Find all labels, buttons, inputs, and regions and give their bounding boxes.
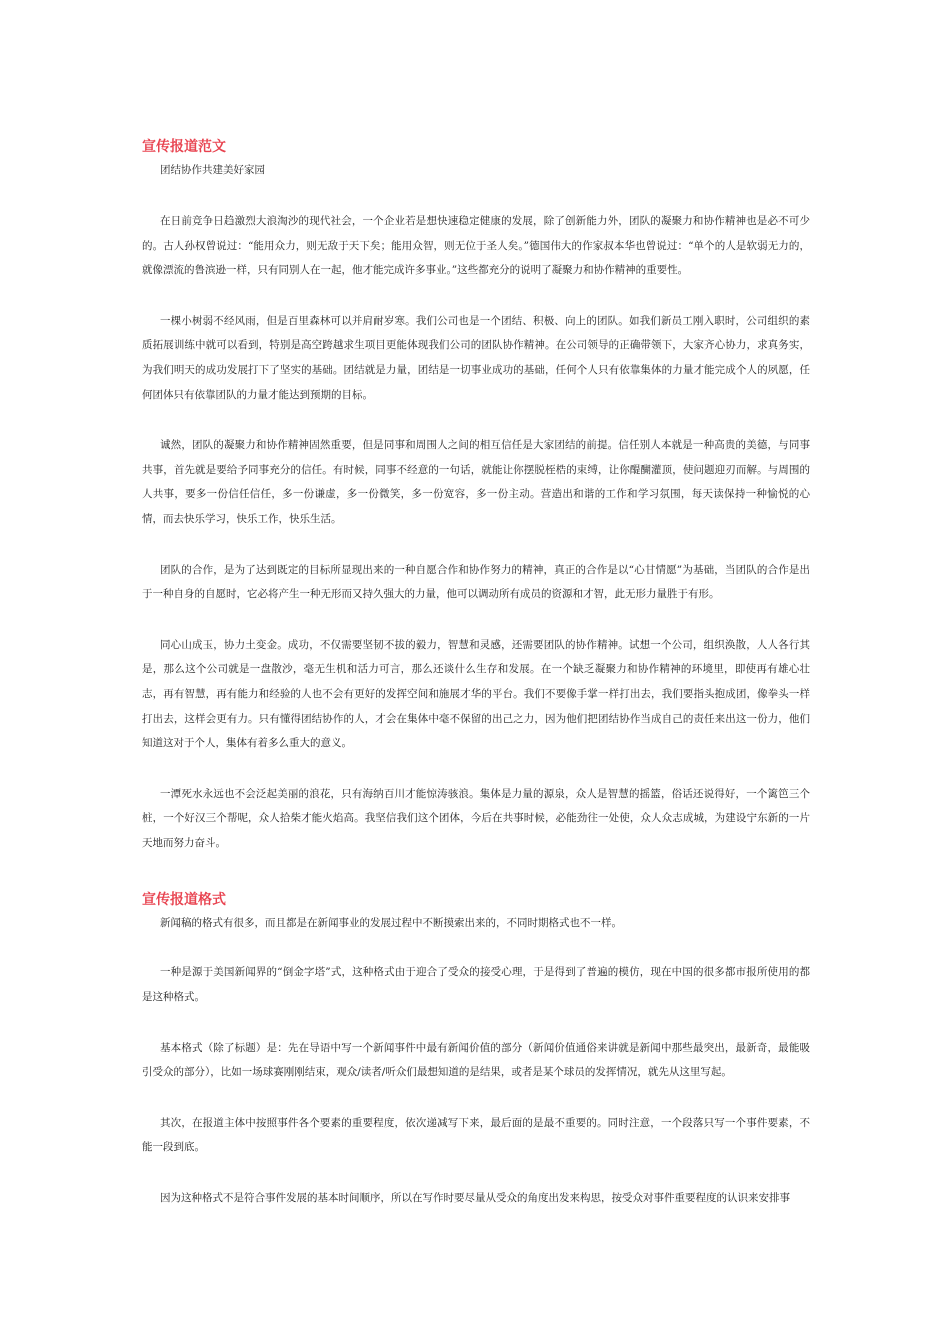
article-subtitle: 团结协作共建美好家园 [160,164,265,176]
document-page [142,136,810,1211]
paragraph: 在日前竞争日趋激烈大浪淘沙的现代社会，一个企业若是想快速稳定健康的发展，除了创新能力外，团队的凝聚力和协作精神也是必不可少的。古人孙权曾说过：“能用众力，则无敌于天下矣；能用众智，则无位于圣人矣。”德国伟大的作家叔本华也曾说过：“单个的人是软弱无力的，就像漂流的鲁滨逊一样，只有同别人在一起，他才能完成许多事业。”这些都充分的说明了凝聚力和协作精神的重要性。 [142,215,810,277]
paragraph: 一棵小树弱不经风雨，但是百里森林可以并肩耐岁寒。我们公司也是一个团结、积极、向上的团队。如我们新员工刚入职时，公司组织的素质拓展训练中就可以看到，特别是高空跨越求生项目更能体现我们公司的团队协作精神。在公司领导的正确带领下，大家齐心协力，求真务实，为我们明天的成功发展打下了坚实的基础。团结就是力量，团结是一切事业成功的基础，任何个人只有依靠集体的力量才能完成个人的夙愿，任何团体只有依靠团队的力量才能达到预期的目标。 [142,314,810,401]
section-intro: 新闻稿的格式有很多，而且都是在新闻事业的发展过程中不断摸索出来的，不同时期格式也不一样。 [160,917,622,930]
paragraph: 因为这种格式不是符合事件发展的基本时间顺序，所以在写作时要尽量从受众的角度出发来构思，按受众对事件重要程度的认识来安排事 [160,1192,790,1205]
section-heading-sample: 宣传报道范文 [142,139,226,155]
paragraph: 诚然，团队的凝聚力和协作精神固然重要，但是同事和周围人之间的相互信任是大家团结的前提。信任别人本就是一种高贵的美德，与同事共事，首先就是要给予同事充分的信任。有时候，同事不经意的一句话，就能让你摆脱桎梏的束缚，让你醍醐灌顶，使问题迎刃而解。与周围的人共事，要多一份信任信任，多一份谦虚，多一份微笑，多一份宽容，多一份主动。营造出和谐的工作和学习氛围，每天读保持一种愉悦的心情，而去快乐学习，快乐工作，快乐生活。 [142,439,810,525]
paragraph: 团队的合作，是为了达到既定的目标所显现出来的一种自愿合作和协作努力的精神，真正的合作是以“心甘情愿”为基础，当团队的合作是出于一种自身的自愿时，它必将产生一种无形而又持久强大的力量，他可以调动所有成员的资源和才智，此无形力量胜于有形。 [142,563,810,601]
paragraph: 同心山成玉，协力土变金。成功，不仅需要坚韧不拔的毅力，智慧和灵感，还需要团队的协作精神。试想一个公司，组织涣散，人人各行其是，那么这个公司就是一盘散沙，毫无生机和活力可言，那么还谈什么生存和发展。在一个缺乏凝聚力和协作精神的环境里，即使再有雄心壮志，再有智慧，再有能力和经验的人也不会有更好的发挥空间和施展才华的平台。我们不要像手掌一样打出去，我们要指头抱成团，像拳头一样打出去，这样会更有力。只有懂得团结协作的人，才会在集体中毫不保留的出己之力，因为他们把团结协作当成自己的责任来出这一份力，他们知道这对于个人，集体有着多么重大的意义。 [142,638,810,750]
paragraph: 一种是源于美国新闻界的“倒金字塔”式，这种格式由于迎合了受众的接受心理，于是得到了普遍的模仿，现在中国的很多都市报所使用的都是这种格式。 [142,966,810,1004]
paragraph: 一潭死水永远也不会泛起美丽的浪花，只有海纳百川才能惊涛骇浪。集体是力量的源泉，众人是智慧的摇篮，俗话还说得好，一个篱笆三个桩，一个好汉三个帮呢，众人拾柴才能火焰高。我坚信我们这个团体，今后在共事时候，必能劲往一处使，众人众志成城，为建设宁东新的一片天地而努力奋斗。 [142,787,810,849]
paragraph: 其次，在报道主体中按照事件各个要素的重要程度，依次递减写下来，最后面的是最不重要的。同时注意，一个段落只写一个事件要素，不能一段到底。 [142,1116,810,1154]
section-heading-format: 宣传报道格式 [142,892,226,909]
paragraph: 基本格式（除了标题）是：先在导语中写一个新闻事件中最有新闻价值的部分（新闻价值通俗来讲就是新闻中那些最突出，最新奇，最能吸引受众的部分），比如一场球赛刚刚结束，观众/读者/听众们最想知道的是结果，或者是某个球员的发挥情况，就先从这里写起。 [142,1041,810,1079]
